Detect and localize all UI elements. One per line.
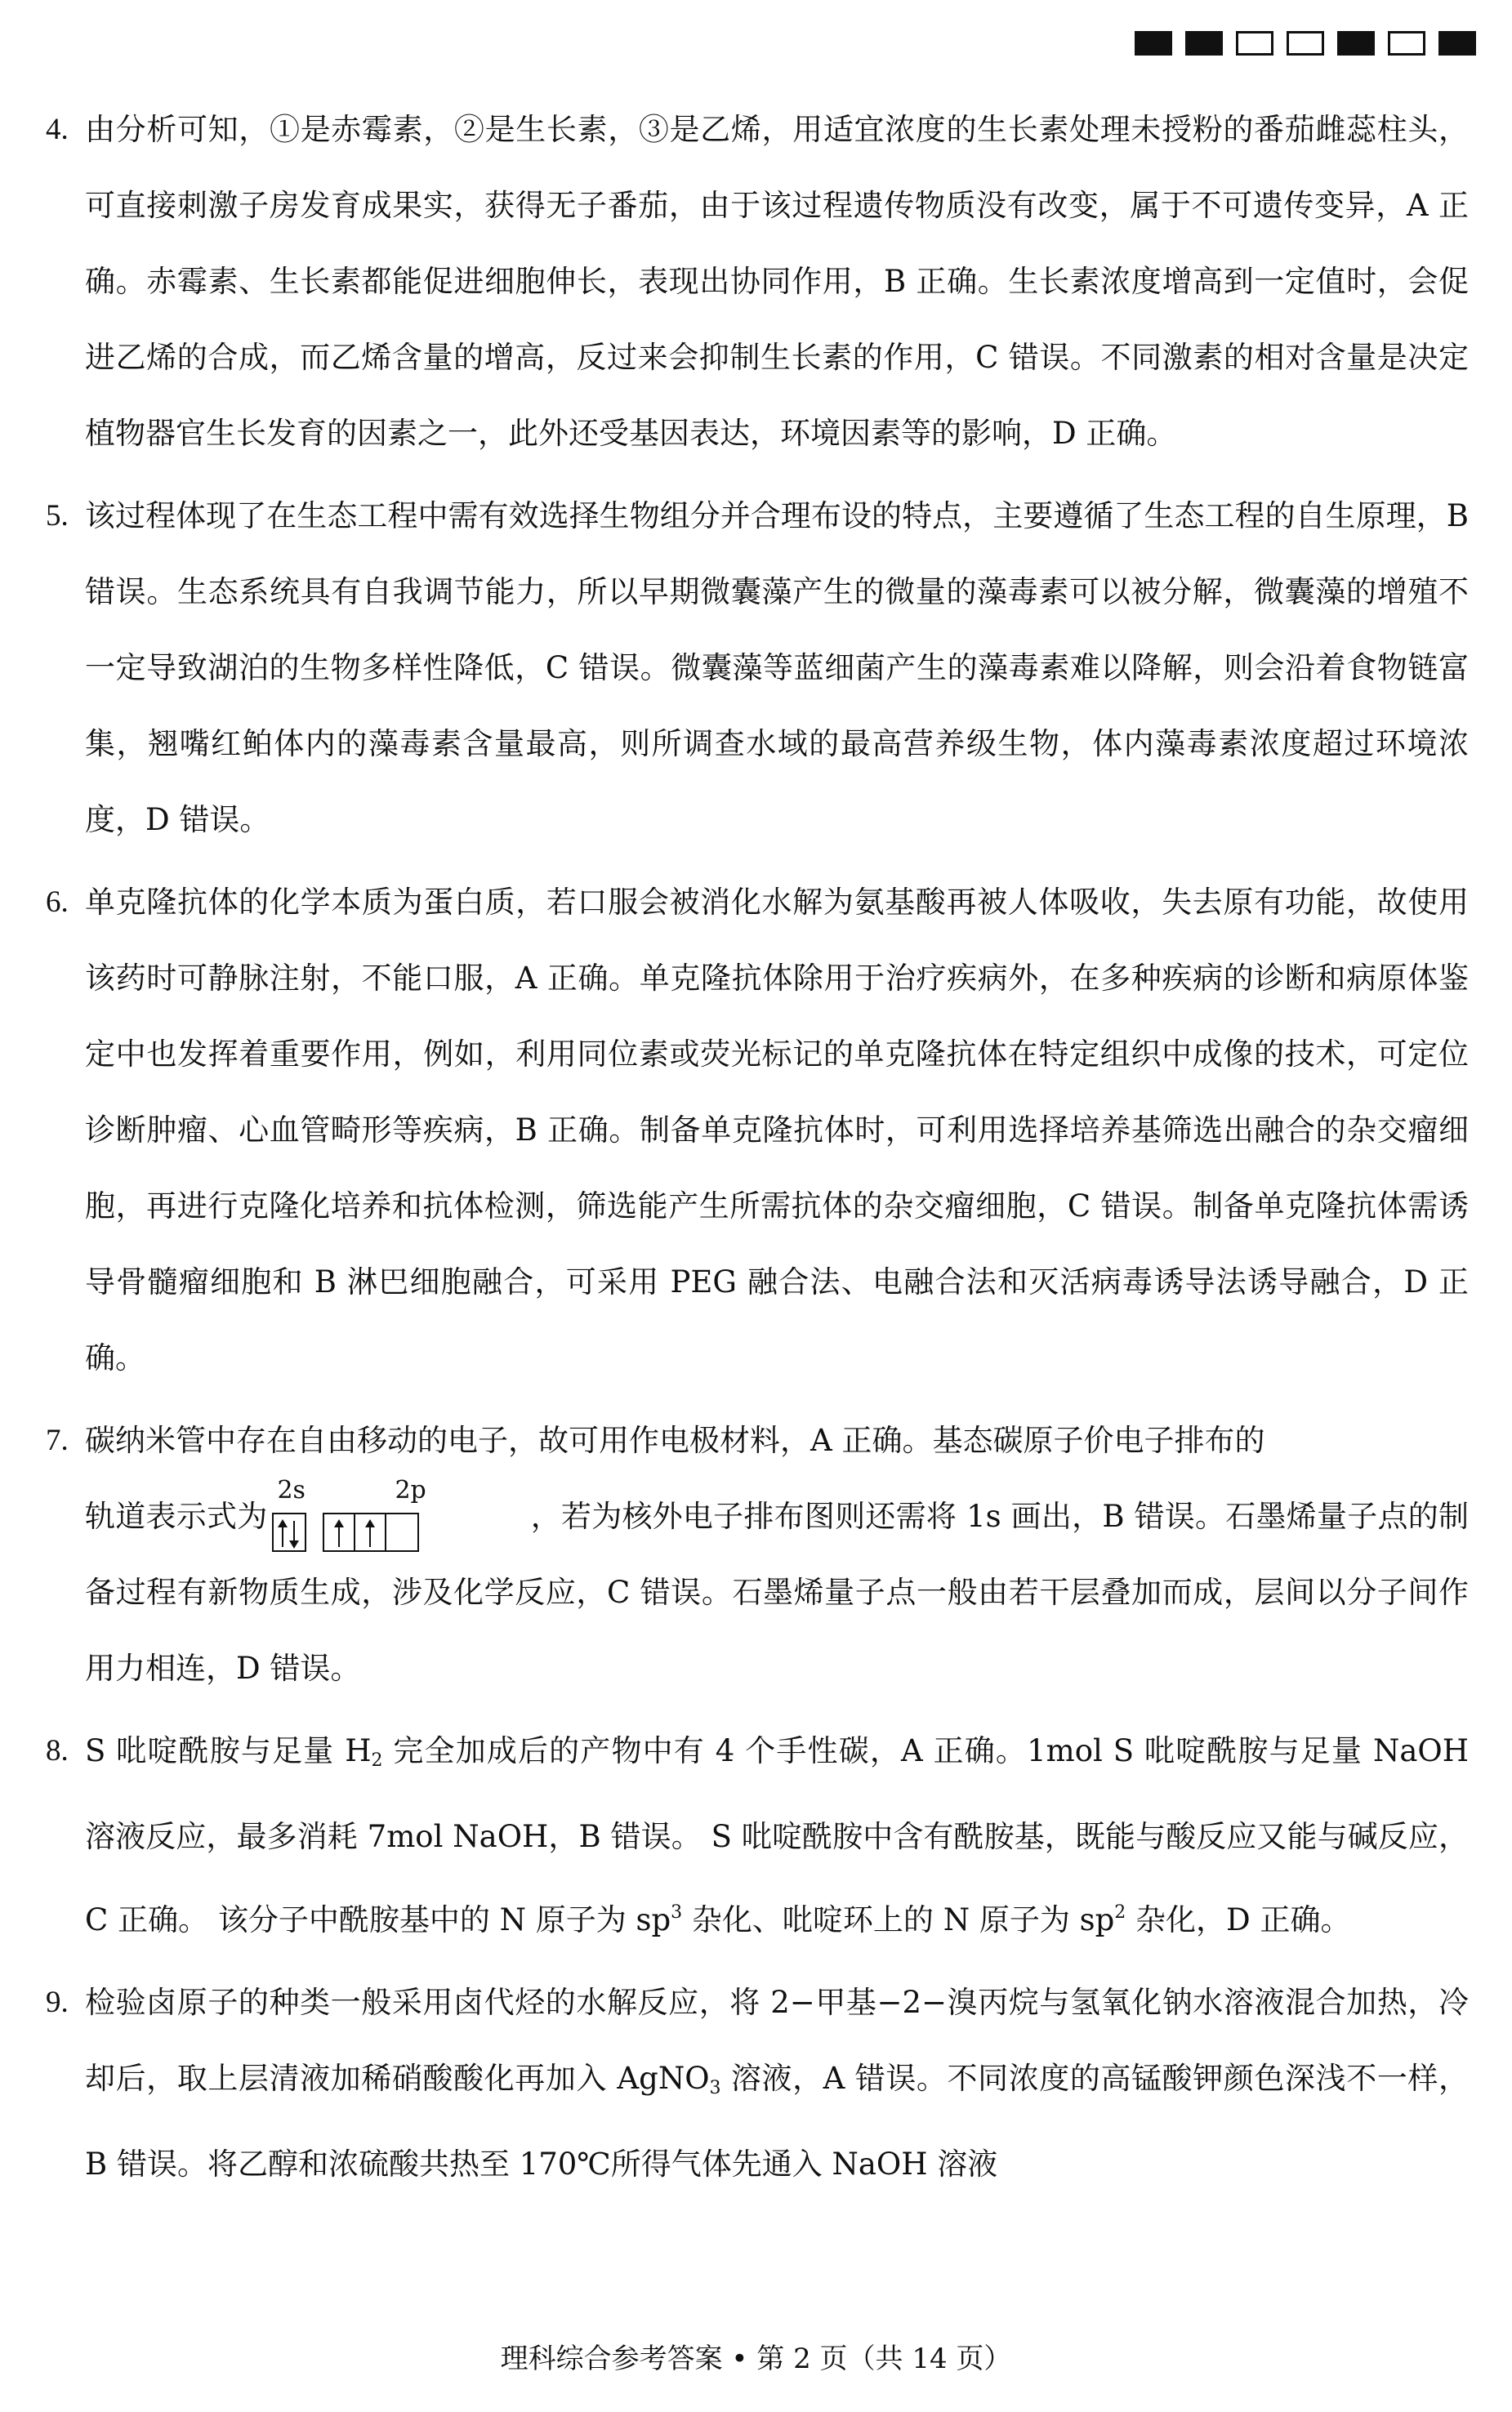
spin-down-arrow-icon <box>293 1521 295 1547</box>
header-mark <box>1185 31 1223 56</box>
item-text-part: 溶液，A 错误。不同浓度的高锰酸钾颜色深浅不一样，B 错误。将乙醇和浓硫酸共热至 170℃所得气体先通入 NaOH 溶液 <box>85 2061 1470 2182</box>
answer-content <box>46 91 1469 2209</box>
header-mark <box>1135 31 1172 56</box>
spin-up-arrow-icon <box>369 1521 371 1547</box>
item-text-part: 完全加成后的产物中有 4 个手性碳，A 正确。1mol S 吡啶酰胺与足量 NaOH 溶液反应，最多消耗 7mol NaOH，B 错误。 S 吡啶酰胺中含有酰胺基，既能与酸反应又能与碱反应，C 正确。 该分子中酰胺基中的 N 原子为 sp <box>85 1733 1469 1937</box>
header-mark <box>1438 31 1476 56</box>
item-text: 该过程体现了在生态工程中需有效选择生物组分并合理布设的特点，主要遵循了生态工程的自生原理，B 错误。生态系统具有自我调节能力，所以早期微囊藻产生的微量的藻毒素可以被分解，微囊藻的增殖不一定导致湖泊的生物多样性降低，C 错误。微囊藻等蓝细菌产生的藻毒素难以降解，则会沿着食物链富集，翘嘴红鲌体内的藻毒素含量最高，则所调查水域的最高营养级生物，体内藻毒素浓度超过环境浓度，D 错误。 <box>85 498 1469 837</box>
item-text-part: 轨道表示式为 <box>85 1499 268 1534</box>
item-text-part: ，若为核外电子排布图则还需将 1s 画出，B 错误。石墨烯量子点的制备过程有新物质生成，涉及化学反应，C 错误。石墨烯量子点一般由若干层叠加而成，层间以分子间作用力相连，D 错误。 <box>85 1499 1469 1686</box>
item-number: 9. <box>46 1986 69 2019</box>
header-mark <box>1236 31 1273 56</box>
answer-item-5 <box>46 478 1469 858</box>
orbital-2p-box <box>323 1513 419 1552</box>
item-text-part: S 吡啶酰胺与足量 H <box>85 1733 372 1768</box>
answer-item-9 <box>46 1964 1469 2202</box>
item-text <box>85 1964 1469 2202</box>
item-number: 5. <box>46 499 69 533</box>
item-number: 8. <box>46 1734 69 1768</box>
header-mark <box>1337 31 1375 56</box>
answer-item-6 <box>46 864 1469 1396</box>
item-text <box>85 1713 1469 1958</box>
spin-up-arrow-icon <box>282 1521 283 1547</box>
item-text-part: 杂化，D 正确。 <box>1126 1902 1351 1937</box>
item-number: 7. <box>46 1424 69 1457</box>
orbital-2p-label: 2p <box>395 1475 426 1505</box>
subscript: 2 <box>371 1750 383 1771</box>
item-text: 单克隆抗体的化学本质为蛋白质，若口服会被消化水解为氨基酸再被人体吸收，失去原有功能，故使用该药时可静脉注射，不能口服，A 正确。单克隆抗体除用于治疗疾病外，在多种疾病的诊断和病原体鉴定中也发挥着重要作用，例如，利用同位素或荧光标记的单克隆抗体在特定组织中成像的技术，可定位诊断肿瘤、心血管畸形等疾病，B 正确。制备单克隆抗体时，可利用选择培养基筛选出融合的杂交瘤细胞，再进行克隆化培养和抗体检测，筛选能产生所需抗体的杂交瘤细胞，C 错误。制备单克隆抗体需诱导骨髓瘤细胞和 B 淋巴细胞融合，可采用 PEG 融合法、电融合法和灭活病毒诱导法诱导融合，D 正确。 <box>85 885 1469 1375</box>
orbital-2s-box <box>272 1513 306 1552</box>
header-mark <box>1287 31 1324 56</box>
item-text <box>85 1402 1469 1706</box>
subscript: 3 <box>709 2078 721 2098</box>
answer-item-8 <box>46 1713 1469 1958</box>
item-text-part: 杂化、吡啶环上的 N 原子为 sp <box>682 1902 1115 1937</box>
item-number: 6. <box>46 885 69 919</box>
answer-item-4 <box>46 91 1469 471</box>
page-footer: 理科综合参考答案 • 第 2 页（共 14 页） <box>500 2343 1012 2375</box>
header-mark <box>1388 31 1425 56</box>
superscript: 3 <box>671 1902 683 1923</box>
spin-up-arrow-icon <box>338 1521 340 1547</box>
item-text-part: 检验卤原子的种类一般采用卤代烃的水解反应，将 2−甲基−2−溴丙烷与氢氧化钠水溶液混合加热，冷却后，取上层清液加稀硝酸酸化再加入 AgNO <box>85 1985 1469 2096</box>
item-text-part: 碳纳米管中存在自由移动的电子，故可用作电极材料，A 正确。基态碳原子价电子排布的 <box>85 1423 1265 1458</box>
superscript: 2 <box>1114 1902 1126 1923</box>
item-text: 由分析可知，①是赤霉素，②是生长素，③是乙烯，用适宜浓度的生长素处理未授粉的番茄雌蕊柱头，可直接刺激子房发育成果实，获得无子番茄，由于该过程遗传物质没有改变，属于不可遗传变异，A 正确。赤霉素、生长素都能促进细胞伸长，表现出协同作用，B 正确。生长素浓度增高到一定值时，会促进乙烯的合成，而乙烯含量的增高，反过来会抑制生长素的作用，C 错误。不同激素的相对含量是决定植物器官生长发育的因素之一，此外还受基因表达，环境因素等的影响，D 正确。 <box>85 112 1469 451</box>
orbital-diagram <box>272 1475 525 1552</box>
header-marks <box>1135 31 1476 56</box>
item-number: 4. <box>46 113 69 146</box>
answer-item-7 <box>46 1402 1469 1706</box>
orbital-2s-label: 2s <box>277 1475 306 1505</box>
